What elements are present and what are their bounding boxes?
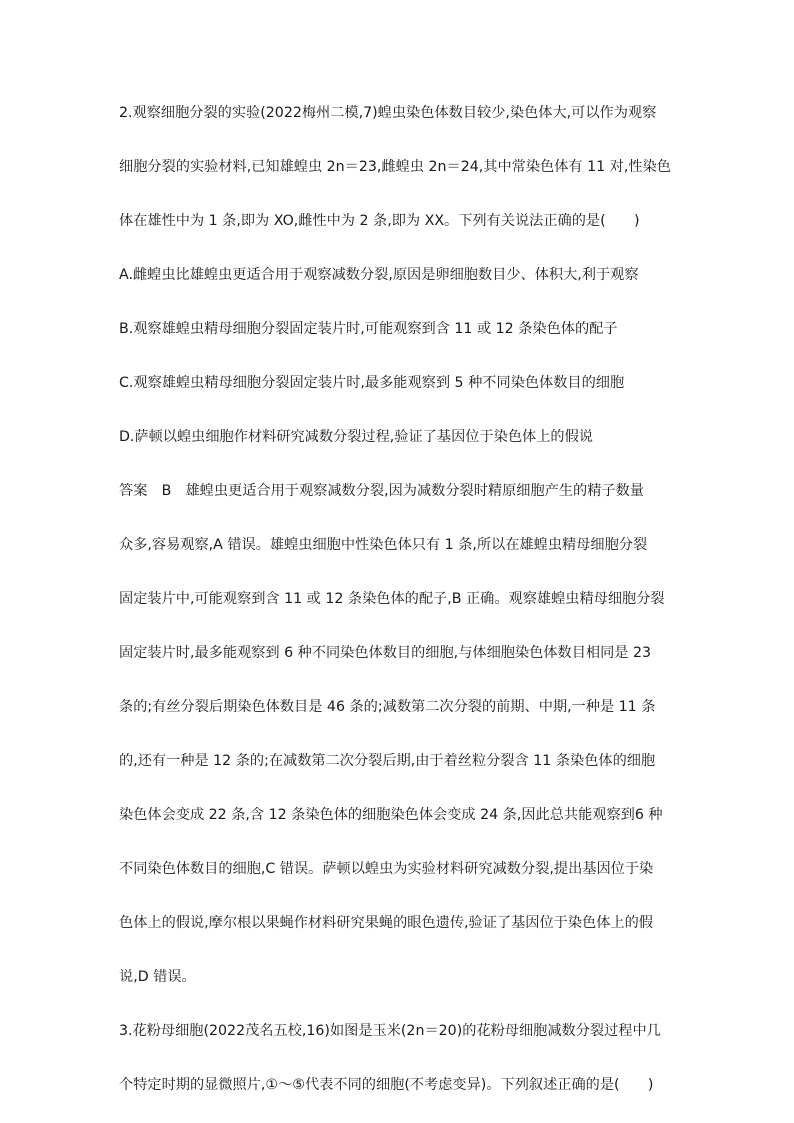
option-a: A.雌蝗虫比雄蝗虫更适合用于观察减数分裂,原因是卵细胞数目少、体积大,利于观察 xyxy=(119,267,639,283)
document-page xyxy=(119,104,671,1094)
question-2 xyxy=(119,104,671,446)
answer-line: 不同染色体数目的细胞,C 错误。萨顿以蝗虫为实验材料研究减数分裂,提出基因位于染 xyxy=(119,861,654,877)
answer-line: 说,D 错误。 xyxy=(119,969,196,985)
answer-line: 条的;有丝分裂后期染色体数目是 46 条的;减数第二次分裂的前期、中期,一种是 11 条 xyxy=(119,699,656,715)
question-3 xyxy=(119,1022,664,1094)
question-2-stem-line: 细胞分裂的实验材料,已知雄蝗虫 2n＝23,雌蝗虫 2n＝24,其中常染色体有 11 对,性染色 xyxy=(119,159,671,175)
option-b: B.观察雄蝗虫精母细胞分裂固定装片时,可能观察到含 11 或 12 条染色体的配子 xyxy=(119,321,618,337)
question-3-stem-line: 个特定时期的显微照片,①～⑤代表不同的细胞(不考虑变异)。下列叙述正确的是( ) xyxy=(119,1077,654,1093)
answer-line: 染色体会变成 22 条,含 12 条染色体的细胞染色体会变成 24 条,因此总共能观察到6 种 xyxy=(119,807,663,823)
answer-line: 众多,容易观察,A 错误。雄蝗虫细胞中性染色体只有 1 条,所以在雄蝗虫精母细胞分裂 xyxy=(119,537,648,553)
question-2-stem-line: 2.观察细胞分裂的实验(2022梅州二模,7)蝗虫染色体数目较少,染色体大,可以作为观察 xyxy=(119,105,657,121)
question-3-stem-line: 3.花粉母细胞(2022茂名五校,16)如图是玉米(2n＝20)的花粉母细胞减数分裂过程中几 xyxy=(119,1023,661,1039)
question-2-stem-line: 体在雄性中为 1 条,即为 XO,雌性中为 2 条,即为 XX。下列有关说法正确的是( ) xyxy=(119,213,640,229)
answer-line: 固定装片时,最多能观察到 6 种不同染色体数目的细胞,与体细胞染色体数目相同是 23 xyxy=(119,645,652,661)
answer-line: 固定装片中,可能观察到含 11 或 12 条染色体的配子,B 正确。观察雄蝗虫精母细胞分裂 xyxy=(119,591,665,607)
answer-explanation xyxy=(119,482,664,986)
answer-line: 色体上的假说,摩尔根以果蝇作材料研究果蝇的眼色遗传,验证了基因位于染色体上的假 xyxy=(119,915,653,931)
answer-line: 答案 B 雄蝗虫更适合用于观察减数分裂,因为减数分裂时精原细胞产生的精子数量 xyxy=(119,483,644,499)
option-c: C.观察雄蝗虫精母细胞分裂固定装片时,最多能观察到 5 种不同染色体数目的细胞 xyxy=(119,375,625,391)
answer-line: 的,还有一种是 12 条的;在减数第二次分裂后期,由于着丝粒分裂含 11 条染色体的细胞 xyxy=(119,753,656,769)
option-d: D.萨顿以蝗虫细胞作材料研究减数分裂过程,验证了基因位于染色体上的假说 xyxy=(119,429,593,445)
